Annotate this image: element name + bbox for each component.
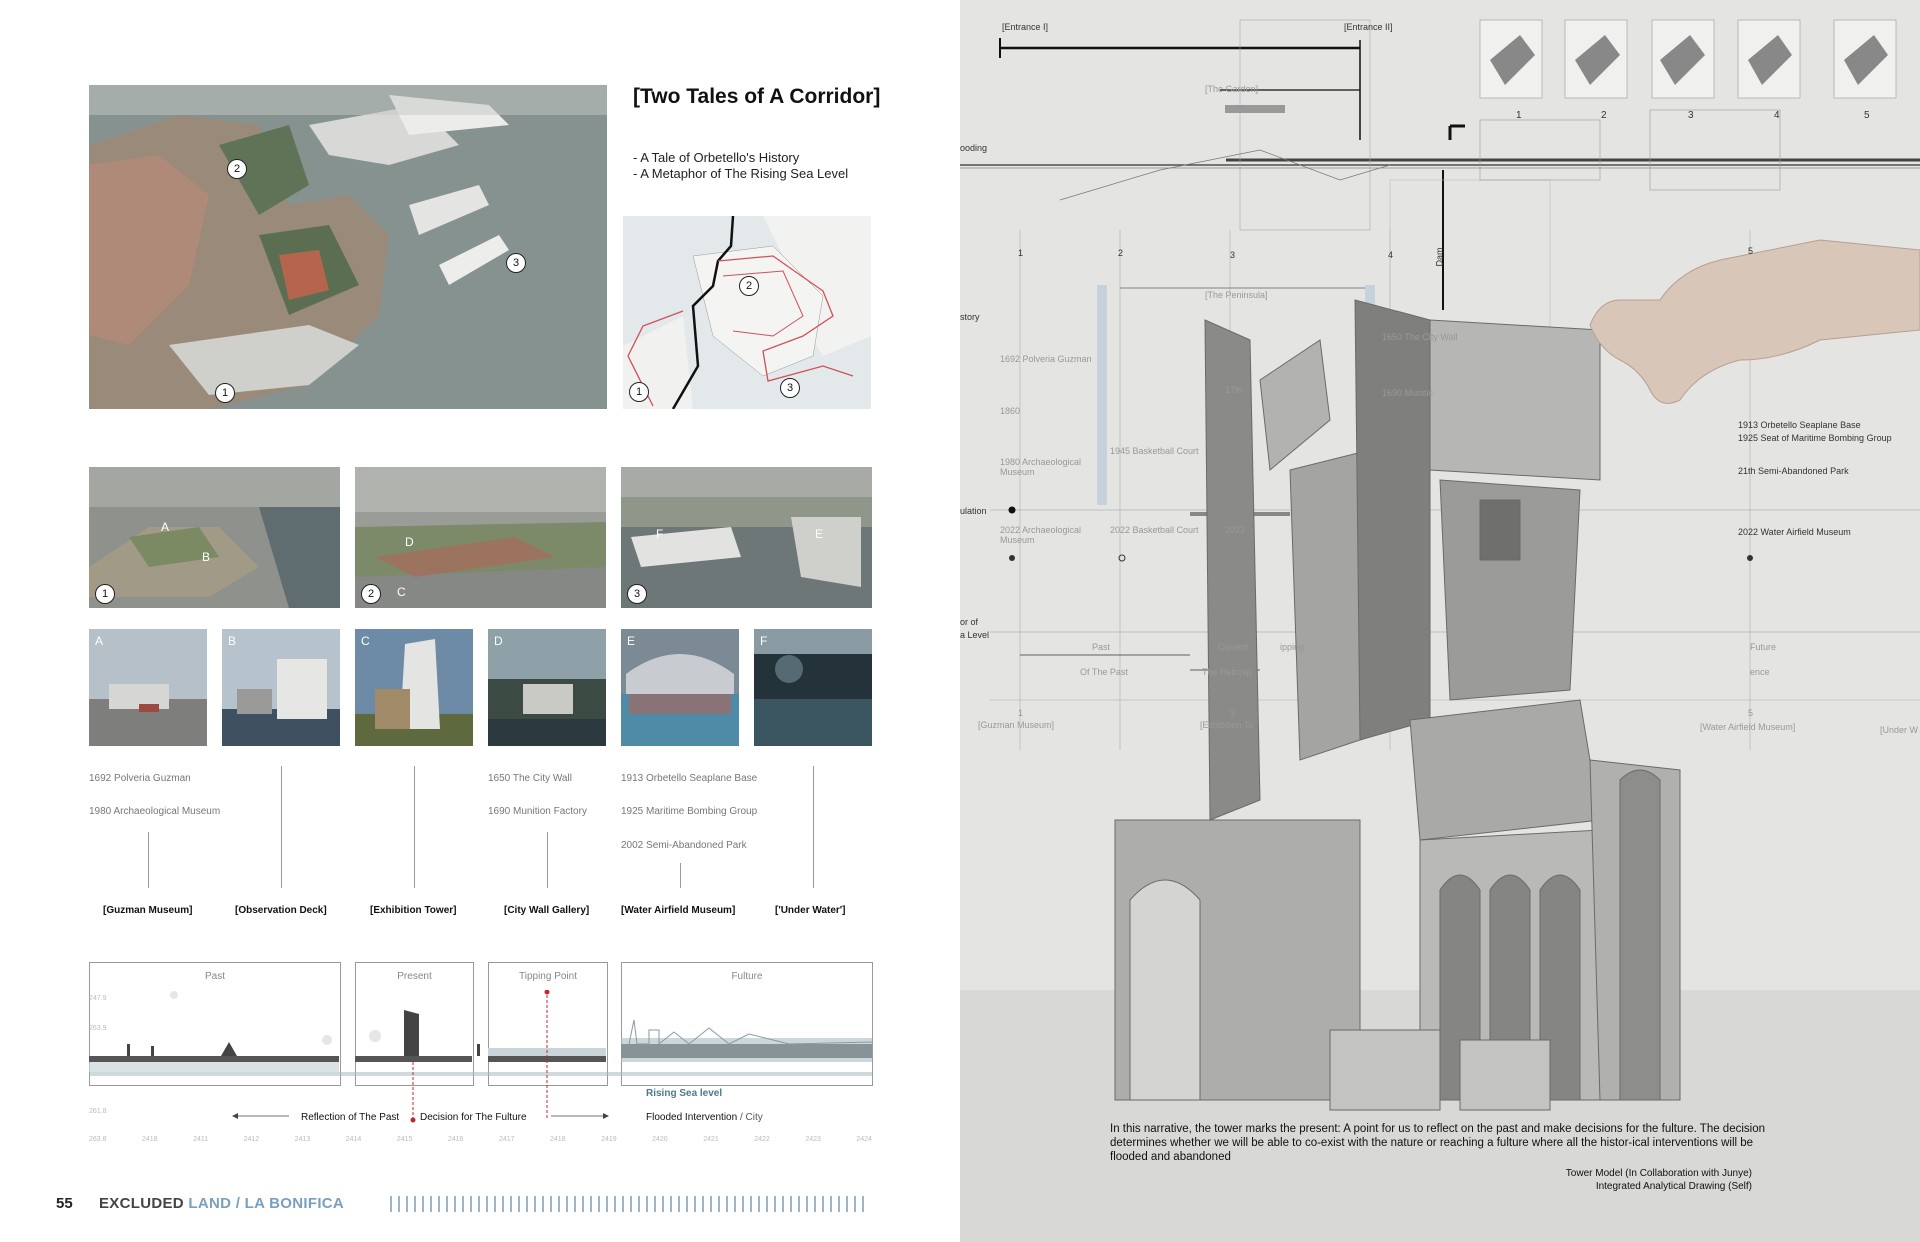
year-label: 2420 bbox=[652, 1136, 668, 1143]
tl-1690: 1690 Munition Factory bbox=[488, 806, 587, 817]
bottom-num-1: 1 bbox=[1018, 708, 1024, 718]
city-text: / City bbox=[737, 1112, 763, 1123]
entry-1692: 1692 Polveria Guzman bbox=[1000, 354, 1092, 364]
render-f bbox=[754, 629, 872, 746]
tipping-label: ipping bbox=[1280, 642, 1305, 652]
entry-1980: 1980 Archaeological Museum bbox=[1000, 457, 1082, 477]
entrance-2-label: [Entrance II] bbox=[1344, 22, 1393, 32]
diagram-tipping-label: Tipping Point bbox=[519, 971, 577, 982]
entry-17th: 17th bbox=[1225, 385, 1243, 395]
entry-1690: 1690 Munitic bbox=[1382, 388, 1434, 398]
garden-label: [The Garden] bbox=[1205, 84, 1259, 94]
year-label: 2424 bbox=[856, 1136, 872, 1143]
flooded-label bbox=[646, 1112, 763, 1123]
page-title: [Two Tales of A Corridor] bbox=[633, 85, 881, 108]
footer-title-a: EXCLUDED bbox=[99, 1195, 184, 1212]
aerial-3 bbox=[621, 467, 872, 608]
decision-label: Decision for The Fulture bbox=[420, 1112, 527, 1123]
entry-2022d: 2022 Water Airfield Museum bbox=[1738, 527, 1851, 537]
ence-label: ence bbox=[1750, 667, 1770, 677]
year-label: 2412 bbox=[243, 1136, 260, 1143]
letter-d: D bbox=[405, 535, 414, 549]
letter-e: E bbox=[815, 527, 824, 541]
tl-line-6 bbox=[813, 766, 814, 888]
page-number: 55 bbox=[56, 1195, 73, 1212]
year-label: 2423 bbox=[805, 1136, 821, 1143]
render-label-d: D bbox=[494, 634, 503, 648]
site-plan bbox=[623, 216, 871, 409]
plan-marker-2: 2 bbox=[739, 276, 759, 296]
render-a bbox=[89, 629, 207, 746]
label-exhibition-tower: [Exhibition Tower] bbox=[370, 905, 457, 916]
label-guzman-museum: [Guzman Museum] bbox=[103, 905, 193, 916]
year-label: 2414 bbox=[345, 1136, 362, 1143]
year-label: 2413 bbox=[294, 1136, 311, 1143]
render-d bbox=[488, 629, 606, 746]
year-label: 2417 bbox=[498, 1136, 515, 1143]
plan-marker-1: 1 bbox=[629, 382, 649, 402]
diagram-past-label: Past bbox=[204, 971, 225, 982]
ofpast-label: Of The Past bbox=[1080, 667, 1128, 677]
circulation-label: ulation bbox=[960, 506, 987, 516]
tl-2002: 2002 Semi-Abandoned Park bbox=[621, 840, 747, 851]
credit-model: Tower Model (In Collaboration with Junye) bbox=[1565, 1168, 1752, 1179]
y-label-2: 263.9 bbox=[89, 1025, 107, 1032]
year-label: 2418 bbox=[142, 1136, 158, 1143]
label-city-wall-gallery: [City Wall Gallery] bbox=[504, 905, 590, 916]
footer-title-b: LAND / LA BONIFICA bbox=[183, 1195, 345, 1212]
tl-1650: 1650 The City Wall bbox=[488, 773, 572, 784]
water-bottom-label: [Water Airfield Museum] bbox=[1700, 722, 1796, 732]
render-label-b: B bbox=[228, 634, 237, 648]
dam-label: Dam bbox=[1434, 247, 1445, 267]
entry-1860: 1860 bbox=[1000, 406, 1021, 416]
axis-num-4: 4 bbox=[1388, 250, 1394, 260]
history-label: story bbox=[960, 312, 980, 322]
tl-1913: 1913 Orbetello Seaplane Base bbox=[621, 773, 758, 784]
entry-1913: 1913 Orbetello Seaplane Base bbox=[1738, 420, 1861, 430]
under-bottom-label: [Under W bbox=[1880, 725, 1919, 735]
render-e bbox=[621, 629, 739, 746]
year-label: 2415 bbox=[396, 1136, 413, 1143]
aerial-1 bbox=[89, 467, 340, 608]
top-num-2: 2 bbox=[1601, 110, 1607, 121]
entry-1925: 1925 Seat of Maritime Bombing Group bbox=[1738, 433, 1892, 443]
tl-line-4 bbox=[547, 832, 548, 888]
flooding-label: ooding bbox=[960, 143, 988, 153]
entry-21th: 21th Semi-Abandoned Park bbox=[1738, 466, 1849, 476]
entry-2022a: 2022 Archaeological Museum bbox=[1000, 525, 1082, 545]
year-label: 2416 bbox=[447, 1136, 464, 1143]
tl-line-1 bbox=[148, 832, 149, 888]
guzman-bottom-label: [Guzman Museum] bbox=[978, 720, 1055, 730]
render-b bbox=[222, 629, 340, 746]
year-label: 2419 bbox=[601, 1136, 617, 1143]
marker-2: 2 bbox=[227, 159, 247, 179]
top-num-5: 5 bbox=[1864, 110, 1870, 121]
tl-1925: 1925 Maritime Bombing Group bbox=[621, 806, 758, 817]
aerial-photo bbox=[89, 85, 607, 409]
letter-f: F bbox=[656, 527, 664, 541]
photo-marker-1: 1 bbox=[95, 584, 115, 604]
year-label: 2418 bbox=[550, 1136, 566, 1143]
tl-line-3 bbox=[414, 766, 415, 888]
entrance-1-label: [Entrance I] bbox=[1002, 22, 1049, 32]
sealevel-label: a Level bbox=[960, 630, 990, 640]
year-axis bbox=[89, 1136, 872, 1143]
photo-marker-3: 3 bbox=[627, 584, 647, 604]
tl-line-5 bbox=[680, 863, 681, 888]
entry-2022b: 2022 Basketball Court bbox=[1110, 525, 1199, 535]
render-label-f: F bbox=[760, 634, 768, 648]
caption: In this narrative, the tower marks the present: A point for us to reflect on the past and make decisions for the fulture. The decision determines whether we will be able to co-exist with the nature or reaching a fulture where all the histor-ical interventions will be flooded and abandoned bbox=[1110, 1123, 1766, 1163]
current-label: Current bbox=[1218, 642, 1249, 652]
render-label-c: C bbox=[361, 634, 370, 648]
letter-b: B bbox=[202, 550, 211, 564]
letter-c: C bbox=[397, 585, 406, 599]
label-observation-deck: [Observation Deck] bbox=[235, 905, 327, 916]
render-c bbox=[355, 629, 473, 746]
top-num-1: 1 bbox=[1516, 110, 1522, 121]
photo-marker-2: 2 bbox=[361, 584, 381, 604]
year-label: 2422 bbox=[754, 1136, 770, 1143]
year-label: 2421 bbox=[703, 1136, 719, 1143]
entry-2022c: 2022 bbox=[1225, 525, 1246, 535]
axis-num-1: 1 bbox=[1018, 248, 1024, 258]
letter-a: A bbox=[161, 520, 170, 534]
diagram-present-label: Present bbox=[397, 971, 432, 982]
top-num-4: 4 bbox=[1774, 110, 1780, 121]
tl-1692: 1692 Polveria Guzman bbox=[89, 773, 191, 784]
entry-1945: 1945 Basketball Court bbox=[1110, 446, 1199, 456]
right-page bbox=[960, 0, 1920, 1242]
subtitle-history: - A Tale of Orbetello's History bbox=[633, 150, 800, 165]
label-under-water: ['Under Water'] bbox=[775, 905, 846, 916]
marker-3: 3 bbox=[506, 253, 526, 273]
tl-line-2 bbox=[281, 766, 282, 888]
top-num-3: 3 bbox=[1688, 110, 1694, 121]
analytical-drawing bbox=[960, 0, 1920, 1242]
flooded-text: Flooded Intervention bbox=[646, 1112, 738, 1123]
mirror-label: or of bbox=[960, 617, 979, 627]
footer-title bbox=[99, 1195, 344, 1212]
subtitle-sea-level: - A Metaphor of The Rising Sea Level bbox=[633, 166, 849, 181]
label-water-airfield-museum: [Water Airfield Museum] bbox=[621, 905, 736, 916]
render-label-a: A bbox=[95, 634, 104, 648]
reflection-label: Reflection of The Past bbox=[301, 1112, 400, 1123]
credit-drawing: Integrated Analytical Drawing (Self) bbox=[1595, 1181, 1752, 1192]
bottom-num-5: 5 bbox=[1748, 708, 1754, 718]
aerial-2 bbox=[355, 467, 606, 608]
footer-ticks bbox=[390, 1196, 870, 1212]
retro-label: The Retrosp bbox=[1202, 667, 1252, 677]
peninsula-label: [The Peninsula] bbox=[1205, 290, 1268, 300]
render-label-e: E bbox=[627, 634, 636, 648]
diagram-future-label: Fulture bbox=[731, 971, 763, 982]
year-label: 263.8 bbox=[89, 1136, 107, 1143]
axis-num-2: 2 bbox=[1118, 248, 1124, 258]
exhibit-bottom-label: [Exhibition To bbox=[1200, 720, 1254, 730]
entry-1650: 1650 The City Wall bbox=[1382, 332, 1458, 342]
tl-1980: 1980 Archaeological Museum bbox=[89, 806, 221, 817]
past-label: Past bbox=[1092, 642, 1111, 652]
axis-num-3: 3 bbox=[1230, 250, 1236, 260]
axis-num-5: 5 bbox=[1748, 246, 1754, 256]
rising-sea-label: Rising Sea level bbox=[646, 1088, 723, 1099]
year-label: 2411 bbox=[193, 1136, 209, 1143]
bottom-num-3: 3 bbox=[1230, 708, 1236, 718]
y-label-1: 247.9 bbox=[89, 995, 107, 1002]
marker-1: 1 bbox=[215, 383, 235, 403]
y-label-3: 261.8 bbox=[89, 1108, 107, 1115]
plan-marker-3: 3 bbox=[780, 378, 800, 398]
future-label: Future bbox=[1750, 642, 1777, 652]
